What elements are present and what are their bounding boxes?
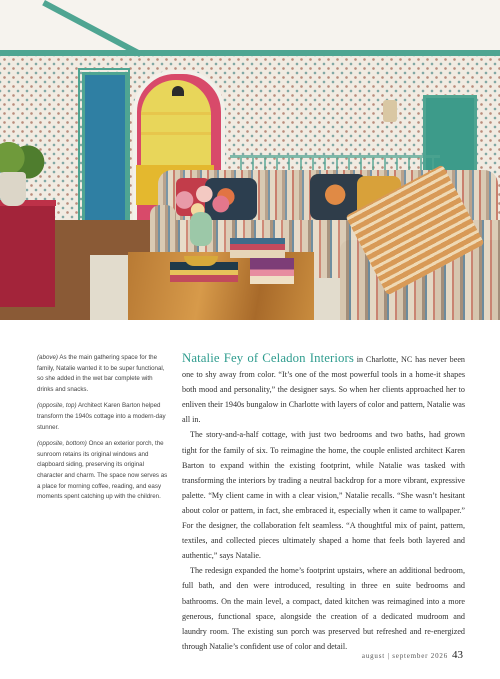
wall-sconce [383, 100, 397, 122]
crown-molding [0, 50, 500, 56]
caption-label: (opposite, top) [37, 402, 77, 410]
caption-opposite-top [37, 401, 169, 433]
caption-above [37, 353, 169, 395]
book-stack [250, 258, 294, 284]
living-room-photo [0, 0, 500, 320]
green-vase [190, 212, 212, 246]
caption-label: (opposite, bottom) [37, 440, 87, 448]
wet-bar-shelf [141, 132, 211, 135]
wet-bar-shelf [141, 112, 211, 115]
pendant-lamp [172, 86, 184, 96]
article-paragraph: The story-and-a-half cottage, with just two bedrooms and two baths, had grown tight for the family of six. To reimagine the home, the couple enlisted architect Karen Barton to expand within the existing footprint, while Natalie was tasked with transforming the interiors by trading a neutral backdrop for a more vibrant, expressive palette. “My client came in with a clear vision,” Natalie recalls. “She wasn’t hesitant about color or pattern, in fact, she embraced it, especially when it came to wallpaper.” For the designer, the collaboration felt seamless. “A thoughtful mix of paint, pattern, textiles, and collected pieces ultimately shaped a home that feels both layered and authentic,” says Natalie. [182, 430, 465, 561]
red-cabinet [0, 202, 55, 307]
issue-date: august | september 2026 [361, 652, 448, 660]
caption-text: As the main gathering space for the family, Natalie wanted it to be super functional, so she added in the wet bar complete with drinks and snacks. [37, 354, 165, 393]
page-folio [0, 649, 463, 661]
paragraph-text: in Charlotte, NC has never been one to shy away from color. “It’s one of the most powerful tools in a home-it shapes both mood and personality,” the designer says. So when her clients approached her to enliven their 1940s bungalow in Charlotte with layers of color and pattern, Natalie was all in. [182, 355, 465, 425]
caption-opposite-bottom [37, 439, 169, 503]
caption-label: (above) [37, 354, 58, 361]
article-paragraph [182, 351, 465, 427]
planter [0, 172, 26, 206]
lead-in: Natalie Fey of Celadon Interiors [182, 351, 354, 365]
article-body [182, 351, 465, 654]
brass-bowl [184, 256, 218, 266]
page-number: 43 [452, 649, 463, 661]
book-stack [230, 238, 285, 258]
caption-text: Once an exterior porch, the sunroom retains its original windows and clapboard siding, preserving its original character and charm. The space now serves as a place for morning coffee, reading, and easy moments spent catching up with the children. [37, 440, 168, 501]
article-paragraph: The redesign expanded the home’s footprint upstairs, where an additional bedroom, full bath, and den were introduced, resulting in three en suite bedrooms and bathrooms. On the main level, a compact, dated kitchen was reimagined into a more generous, functional space, alongside the creation of a dedicated mudroom and laundry room. The existing sun porch was preserved but refreshed and re-energized through Natalie’s confident use of color and detail. [182, 566, 465, 651]
photo-captions [37, 353, 169, 509]
caption-text: Architect Karen Barton helped transform the 1940s cottage into a modern-day stunner. [37, 402, 166, 431]
